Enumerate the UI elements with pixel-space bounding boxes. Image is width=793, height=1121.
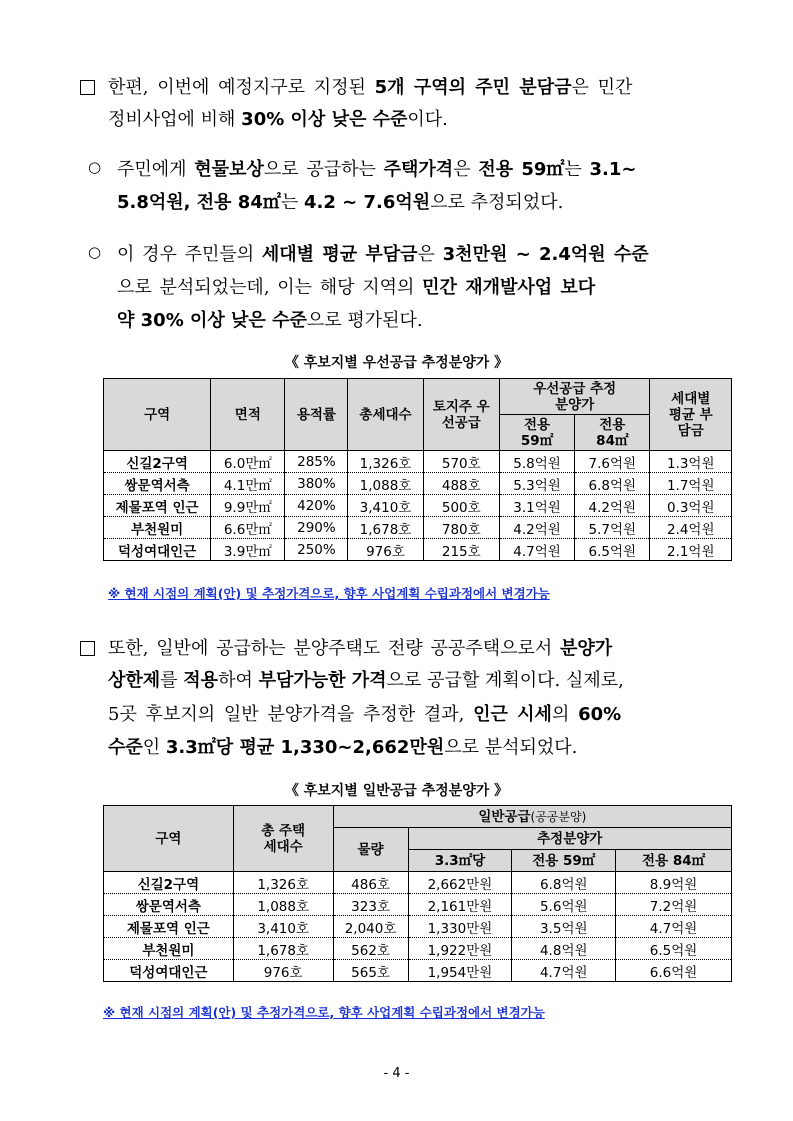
table-cell: 6.6억원 [616, 960, 732, 982]
table-cell: 4.2억원 [499, 517, 574, 539]
header-priority-price: 우선공급 추정분양가 [499, 379, 650, 415]
table-cell: 290% [285, 517, 348, 539]
table-2-note: ※ 현재 시점의 계획(안) 및 추정가격으로, 향후 사업계획 수립과정에서 변경가능 [103, 1005, 545, 1020]
row-area-name: 제물포역 인근 [104, 495, 211, 517]
bullet-2-line-3: 약 30% 이상 낮은 수준으로 평가된다. [117, 310, 423, 331]
table-cell: 1.3억원 [650, 451, 732, 473]
header-59: 전용 59㎡ [499, 415, 574, 451]
header-per-pyeong: 3.3㎡당 [408, 850, 512, 872]
header-land-priority: 토지주 우선공급 [423, 379, 499, 451]
bullet-1-line-1: 주민에게 현물보상으로 공급하는 주택가격은 전용 59㎡는 3.1∼ [117, 159, 637, 180]
row-area-name: 신길2구역 [104, 872, 234, 894]
table-cell: 5.3억원 [499, 473, 574, 495]
table-cell: 4.2억원 [575, 495, 650, 517]
table-cell: 6.5억원 [616, 938, 732, 960]
header-far: 용적률 [285, 379, 348, 451]
header-84: 전용 84㎡ [575, 415, 650, 451]
table-row [104, 495, 732, 517]
paragraph-2-line-1: 또한, 일반에 공급하는 분양주택도 전량 공공주택으로서 분양가 [108, 638, 613, 659]
table-cell: 285% [285, 451, 348, 473]
row-area-name: 부천원미 [104, 938, 234, 960]
table-cell: 323호 [333, 894, 408, 916]
table-1-caption: 《 후보지별 우선공급 추정분양가 》 [284, 355, 509, 371]
row-area-name: 제물포역 인근 [104, 916, 234, 938]
table-cell: 2.1억원 [650, 539, 732, 561]
table-cell: 486호 [333, 872, 408, 894]
header-volume: 물량 [333, 828, 408, 872]
table-cell: 5.7억원 [575, 517, 650, 539]
table-cell: 1,326호 [348, 451, 423, 473]
table-cell: 1,678호 [348, 517, 423, 539]
table-cell: 5.6억원 [512, 894, 616, 916]
table-cell: 562호 [333, 938, 408, 960]
table-cell: 0.3억원 [650, 495, 732, 517]
table-cell: 380% [285, 473, 348, 495]
row-area-name: 덕성여대인근 [104, 539, 211, 561]
header-burden: 세대별 평균 부담금 [650, 379, 732, 451]
table-cell: 4.8억원 [512, 938, 616, 960]
header-units: 총세대수 [348, 379, 423, 451]
table-cell: 500호 [423, 495, 499, 517]
table-row [104, 938, 732, 960]
table-cell: 1,922만원 [408, 938, 512, 960]
table-row [104, 473, 732, 495]
header-size: 면적 [211, 379, 285, 451]
table-cell: 6.8억원 [512, 872, 616, 894]
table-cell: 976호 [233, 960, 333, 982]
table-cell: 1.7억원 [650, 473, 732, 495]
table-row [104, 872, 732, 894]
table-1 [103, 378, 732, 561]
table-cell: 1,954만원 [408, 960, 512, 982]
row-area-name: 부천원미 [104, 517, 211, 539]
table-cell: 565호 [333, 960, 408, 982]
table-cell: 570호 [423, 451, 499, 473]
bullet-2-line-1: 이 경우 주민들의 세대별 평균 부담금은 3천만원 ∼ 2.4억원 수준 [117, 244, 649, 265]
table-cell: 1,678호 [233, 938, 333, 960]
page-number: - 4 - [383, 1066, 410, 1081]
paragraph-2-line-4: 수준인 3.3㎡당 평균 1,330∼2,662만원으로 분석되었다. [108, 737, 578, 758]
header-units: 총 주택 세대수 [233, 806, 333, 872]
table-cell: 4.7억원 [616, 916, 732, 938]
checkbox-square-icon [80, 80, 95, 95]
table-cell: 4.1만㎡ [211, 473, 285, 495]
table-cell: 3.1억원 [499, 495, 574, 517]
table-cell: 8.9억원 [616, 872, 732, 894]
row-area-name: 덕성여대인근 [104, 960, 234, 982]
row-area-name: 쌍문역서측 [104, 473, 211, 495]
row-area-name: 신길2구역 [104, 451, 211, 473]
table-cell: 2.4억원 [650, 517, 732, 539]
table-cell: 488호 [423, 473, 499, 495]
header-area: 구역 [104, 806, 234, 872]
table-cell: 9.9만㎡ [211, 495, 285, 517]
table-row [104, 517, 732, 539]
table-cell: 6.6만㎡ [211, 517, 285, 539]
table-2 [103, 805, 732, 982]
table-2-caption: 《 후보지별 일반공급 추정분양가 》 [284, 783, 509, 799]
table-cell: 6.8억원 [575, 473, 650, 495]
table-cell: 4.7억원 [499, 539, 574, 561]
row-area-name: 쌍문역서측 [104, 894, 234, 916]
table-cell: 3.9만㎡ [211, 539, 285, 561]
paragraph-2-line-3: 5곳 후보지의 일반 분양가격을 추정한 결과, 인근 시세의 60% [108, 704, 622, 725]
table-row [104, 539, 732, 561]
header-59: 전용 59㎡ [512, 850, 616, 872]
table-1-note: ※ 현재 시점의 계획(안) 및 추정가격으로, 향후 사업계획 수립과정에서 변경가능 [108, 586, 550, 601]
table-row [104, 451, 732, 473]
bullet-2-line-2: 으로 분석되었는데, 이는 해당 지역의 민간 재개발사업 보다 [117, 277, 596, 298]
bullet-circle-icon: ○ [88, 158, 102, 176]
table-cell: 5.8억원 [499, 451, 574, 473]
header-area: 구역 [104, 379, 211, 451]
table-cell: 6.0만㎡ [211, 451, 285, 473]
table-cell: 976호 [348, 539, 423, 561]
header-estimated-price: 추정분양가 [408, 828, 731, 850]
table-cell: 7.2억원 [616, 894, 732, 916]
paragraph-2-line-2: 상한제를 적용하여 부담가능한 가격으로 공급할 계획이다. 실제로, [108, 670, 624, 691]
table-cell: 3,410호 [348, 495, 423, 517]
table-row [104, 894, 732, 916]
table-cell: 1,088호 [348, 473, 423, 495]
table-cell: 2,040호 [333, 916, 408, 938]
table-cell: 780호 [423, 517, 499, 539]
table-2-body [104, 872, 732, 982]
table-cell: 6.5억원 [575, 539, 650, 561]
table-cell: 3,410호 [233, 916, 333, 938]
paragraph-1-line-1: 한편, 이번에 예정지구로 지정된 5개 구역의 주민 분담금은 민간 [108, 77, 633, 98]
table-cell: 1,088호 [233, 894, 333, 916]
table-cell: 420% [285, 495, 348, 517]
table-cell: 7.6억원 [575, 451, 650, 473]
table-cell: 3.5억원 [512, 916, 616, 938]
table-row [104, 916, 732, 938]
table-cell: 1,326호 [233, 872, 333, 894]
table-cell: 1,330만원 [408, 916, 512, 938]
table-cell: 215호 [423, 539, 499, 561]
table-cell: 250% [285, 539, 348, 561]
header-84: 전용 84㎡ [616, 850, 732, 872]
table-row [104, 960, 732, 982]
bullet-circle-icon: ○ [88, 243, 102, 261]
checkbox-square-icon [80, 641, 95, 656]
table-cell: 2,662만원 [408, 872, 512, 894]
table-cell: 2,161만원 [408, 894, 512, 916]
paragraph-1-line-2: 정비사업에 비해 30% 이상 낮은 수준이다. [108, 109, 448, 130]
table-cell: 4.7억원 [512, 960, 616, 982]
bullet-1-line-2: 5.8억원, 전용 84㎡는 4.2 ∼ 7.6억원으로 추정되었다. [117, 192, 564, 213]
table-1-body [104, 451, 732, 561]
header-general-supply: 일반공급(공공분양) [333, 806, 731, 828]
